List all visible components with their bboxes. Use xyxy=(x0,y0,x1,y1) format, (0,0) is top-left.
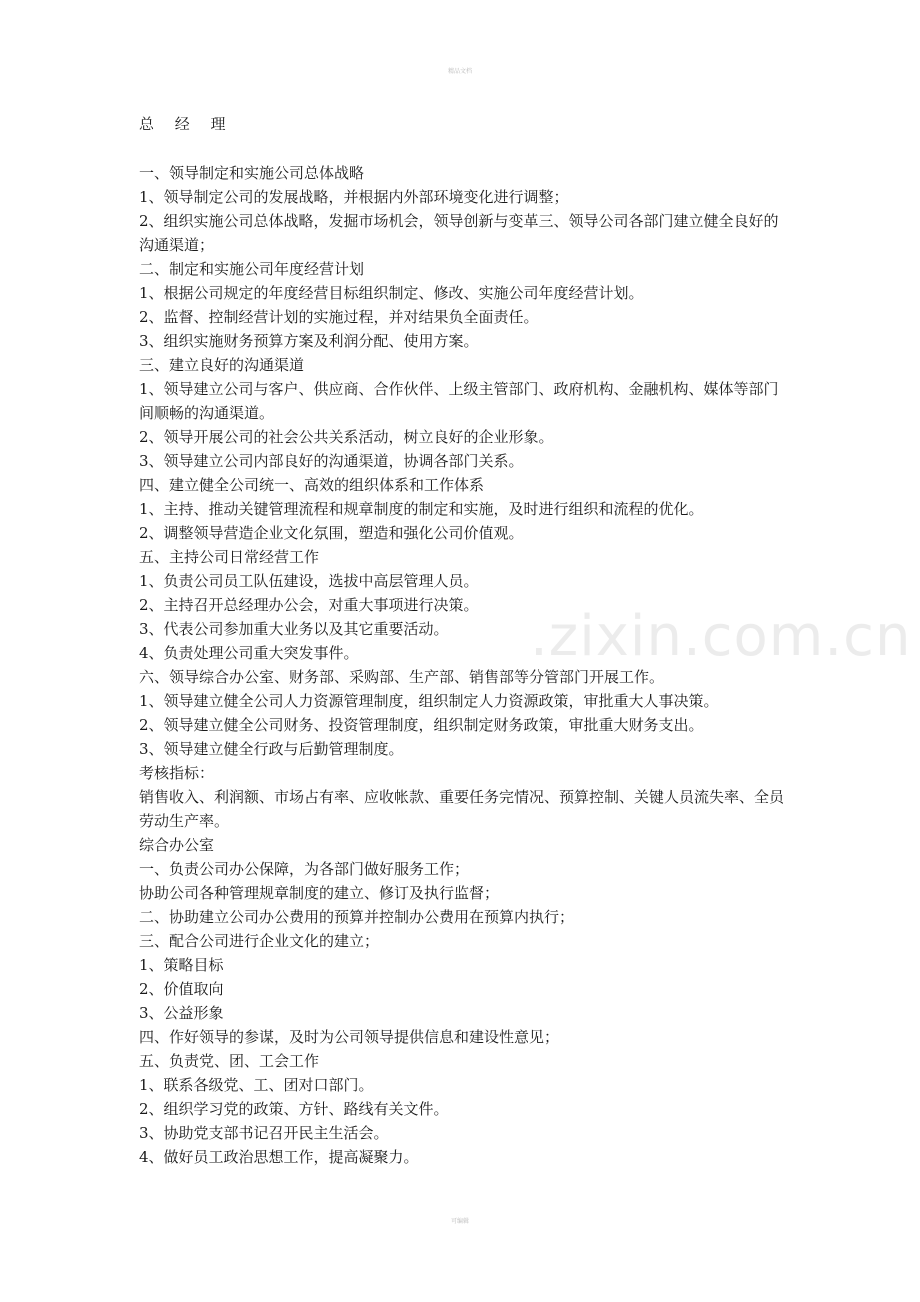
document-line: 一、负责公司办公保障，为各部门做好服务工作； xyxy=(139,860,470,878)
document-line: 2、调整领导营造企业文化氛围，塑造和强化公司价值观。 xyxy=(139,524,524,542)
document-line: 2、价值取向 xyxy=(139,980,224,998)
document-line: 1、主持、推动关键管理流程和规章制度的制定和实施，及时进行组织和流程的优化。 xyxy=(139,500,704,518)
document-line: 2、领导开展公司的社会公共关系活动，树立良好的企业形象。 xyxy=(139,428,554,446)
document-lines xyxy=(139,161,789,1169)
document-line: 4、做好员工政治思想工作，提高凝聚力。 xyxy=(139,1148,419,1166)
document-line: 考核指标： xyxy=(139,764,215,782)
document-line: 2、主持召开总经理办公会，对重大事项进行决策。 xyxy=(139,596,479,614)
document-line: 3、组织实施财务预算方案及利润分配、使用方案。 xyxy=(139,332,479,350)
watermark: .zixin.com.cn xyxy=(530,604,912,669)
document-line: 五、主持公司日常经营工作 xyxy=(139,548,320,566)
document-line: 四、建立健全公司统一、高效的组织体系和工作体系 xyxy=(139,476,485,494)
document-body xyxy=(139,112,789,1169)
page-header: 精品文档 xyxy=(447,68,472,75)
document-line: 三、建立良好的沟通渠道 xyxy=(139,356,305,374)
document-line: 3、领导建立健全行政与后勤管理制度。 xyxy=(139,740,404,758)
document-line: 2、监督、控制经营计划的实施过程，并对结果负全面责任。 xyxy=(139,308,539,326)
document-line: 二、协助建立公司办公费用的预算并控制办公费用在预算内执行； xyxy=(139,908,575,926)
document-line: 2、领导建立健全公司财务、投资管理制度，组织制定财务政策，审批重大财务支出。 xyxy=(139,716,704,734)
document-line: 三、配合公司进行企业文化的建立； xyxy=(139,932,380,950)
page-footer: 可编辑 xyxy=(450,1218,469,1225)
document-title: 总 经 理 xyxy=(139,115,234,133)
document-line: 销售收入、利润额、市场占有率、应收帐款、重要任务完情况、预算控制、关键人员流失率、全员劳动生产率。 xyxy=(139,788,785,830)
document-line: 2、组织实施公司总体战略，发掘市场机会，领导创新与变革三、领导公司各部门建立健全良好的沟通渠道； xyxy=(139,212,779,254)
document-line: 2、组织学习党的政策、方针、路线有关文件。 xyxy=(139,1100,449,1118)
document-line: 1、联系各级党、工、团对口部门。 xyxy=(139,1076,374,1094)
document-line: 1、根据公司规定的年度经营目标组织制定、修改、实施公司年度经营计划。 xyxy=(139,284,644,302)
document-line: 综合办公室 xyxy=(139,836,215,854)
document-line: 一、领导制定和实施公司总体战略 xyxy=(139,164,365,182)
document-line: 1、负责公司员工队伍建设，选拔中高层管理人员。 xyxy=(139,572,479,590)
document-line: 3、协助党支部书记召开民主生活会。 xyxy=(139,1124,389,1142)
document-line: 3、代表公司参加重大业务以及其它重要活动。 xyxy=(139,620,449,638)
document-line: 五、负责党、团、工会工作 xyxy=(139,1052,320,1070)
document-line: 3、公益形象 xyxy=(139,1004,224,1022)
document-line: 六、领导综合办公室、财务部、采购部、生产部、销售部等分管部门开展工作。 xyxy=(139,668,665,686)
document-line: 1、领导建立健全公司人力资源管理制度，组织制定人力资源政策，审批重大人事决策。 xyxy=(139,692,719,710)
document-line: 协助公司各种管理规章制度的建立、修订及执行监督； xyxy=(139,884,500,902)
document-line: 4、负责处理公司重大突发事件。 xyxy=(139,644,359,662)
document-line: 1、策略目标 xyxy=(139,956,224,974)
document-line: 二、制定和实施公司年度经营计划 xyxy=(139,260,365,278)
document-line: 3、领导建立公司内部良好的沟通渠道，协调各部门关系。 xyxy=(139,452,524,470)
document-line: 1、领导制定公司的发展战略，并根据内外部环境变化进行调整； xyxy=(139,188,569,206)
document-line: 四、作好领导的参谋，及时为公司领导提供信息和建设性意见； xyxy=(139,1028,560,1046)
document-line: 1、领导建立公司与客户、供应商、合作伙伴、上级主管部门、政府机构、金融机构、媒体等部门间顺畅的沟通渠道。 xyxy=(139,380,779,422)
